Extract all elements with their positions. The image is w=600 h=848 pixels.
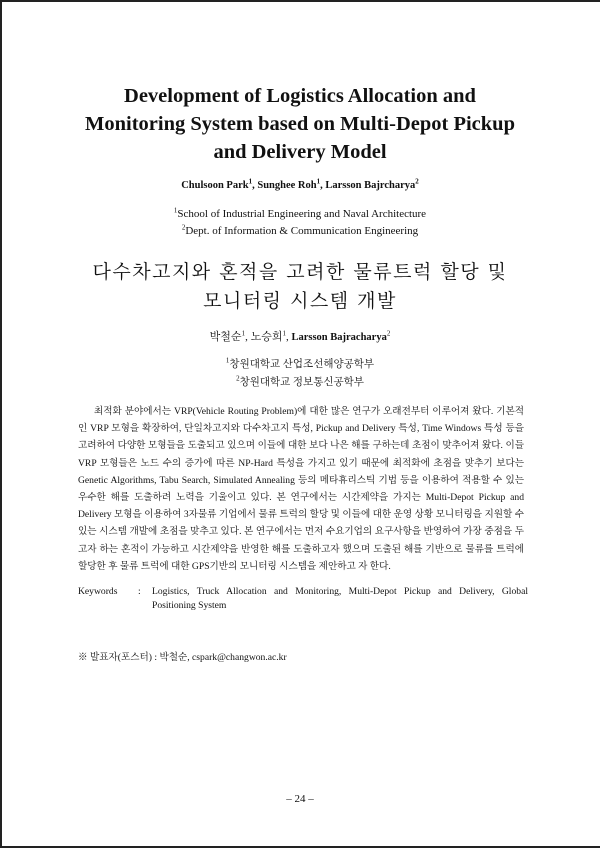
english-affiliation-2 <box>60 225 540 237</box>
english-title-line-1: Development of Logistics Allocation and <box>124 85 476 107</box>
english-title-line-2: Monitoring System based on Multi-Depot Pickup <box>85 113 515 135</box>
abstract-paragraph: 최적화 분야에서는 VRP(Vehicle Routing Problem)에 대한 많은 연구가 오래전부터 이루어져 왔다. 기본적인 VRP 모형을 확장하여, 단일차고지와 다수차고지 특성, Pickup and Delivery 특성, Time Windows 특성 등을 고려하여 다양한 모형들을 도출되고 있으며 이들에 대한 보다 나은 해를 구하는데 초점이 맞추어져 왔다. 이들 VRP 모형들은 노드 수의 증가에 따른 NP-Hard 특성을 가지고 있기 때문에 최적화에 초점을 맞추기 보다는 Genetic Algorithms, Tabu Search, Simulated Annealing 등의 메타휴리스틱 기법 등을 이용하여 적용할 수 있는 우수한 해를 도출하려 노력을 기울이고 있다. 본 연구에서는 시간제약을 가지는 Multi-Depot Pickup and Delivery 모형을 이용하여 3자물류 기업에서 물류 트럭의 할당 및 이들에 대한 운영 상황 모니터링을 지원할 수 있는 시스템 개발에 초점을 맞추고 있다. 본 연구에서는 먼저 수요기업의 요구사항을 반영하여 가장 중점을 두고자 하는 혼적이 가능하고 시간제약을 반영한 해를 도출하고자 했으며 도출된 해를 기반으로 물류를 트럭에 할당한 후 물류 트럭에 대한 GPS기반의 모니터링 시스템을 제안하고 자 한다. <box>78 406 524 572</box>
korean-author-3-mark: 2 <box>386 329 391 338</box>
author-separator: , <box>285 331 289 343</box>
affiliation-2-mark: 2 <box>181 223 186 232</box>
korean-authors <box>60 328 540 344</box>
author-2-mark: 1 <box>316 177 321 186</box>
affiliation-1-text: School of Industrial Engineering and Naval Architecture <box>177 208 427 220</box>
keywords-text: Logistics, Truck Allocation and Monitoring, Multi-Depot Pickup and Delivery, Global Positioning System <box>152 586 528 611</box>
korean-author-3-name: Larsson Bajracharya <box>291 332 387 343</box>
korean-author-2-name: 노승희 <box>250 331 283 343</box>
english-title <box>40 82 560 166</box>
author-1-name: Chulsoon Park <box>181 180 249 191</box>
author-3-mark: 2 <box>415 177 419 186</box>
keywords-label: Keywords <box>78 586 118 597</box>
korean-affiliation-2 <box>60 374 540 389</box>
author-separator: , <box>245 331 248 343</box>
korean-title-line-1: 다수차고지와 혼적을 고려한 물류트럭 할당 및 <box>92 261 508 283</box>
korean-affiliation-1-mark: 1 <box>225 356 230 365</box>
author-1-mark: 1 <box>248 177 253 186</box>
author-3-name: Larsson Bajrcharya <box>325 180 416 191</box>
korean-affiliation-2-text: 창원대학교 정보통신공학부 <box>239 377 364 388</box>
english-affiliation-1 <box>60 208 540 220</box>
author-separator: , <box>252 180 255 191</box>
page-edge-top <box>0 0 600 2</box>
korean-affiliation-1-text: 창원대학교 산업조선해양공학부 <box>229 359 375 370</box>
keywords-separator: : <box>138 586 141 597</box>
english-title-line-3: and Delivery Model <box>213 141 387 163</box>
korean-author-1-name: 박철순 <box>209 331 242 343</box>
korean-title <box>30 258 570 316</box>
author-2-name: Sunghee Roh <box>257 180 317 191</box>
page-edge-left <box>0 0 2 848</box>
korean-author-1-mark: 1 <box>241 329 246 338</box>
korean-affiliation-2-mark: 2 <box>236 374 240 383</box>
korean-author-2-mark: 1 <box>282 329 286 338</box>
presenter-note: ※ 발표자(포스터) : 박철순, cspark@changwon.ac.kr <box>78 652 287 663</box>
affiliation-1-mark: 1 <box>173 206 178 215</box>
affiliation-2-text: Dept. of Information & Communication Engineering <box>185 225 419 237</box>
english-authors <box>60 177 540 191</box>
page-number: – 24 – <box>286 793 314 805</box>
korean-affiliation-1 <box>60 356 540 371</box>
korean-title-line-2: 모니터링 시스템 개발 <box>203 290 397 312</box>
keywords-block <box>78 585 528 613</box>
author-separator: , <box>320 180 323 191</box>
